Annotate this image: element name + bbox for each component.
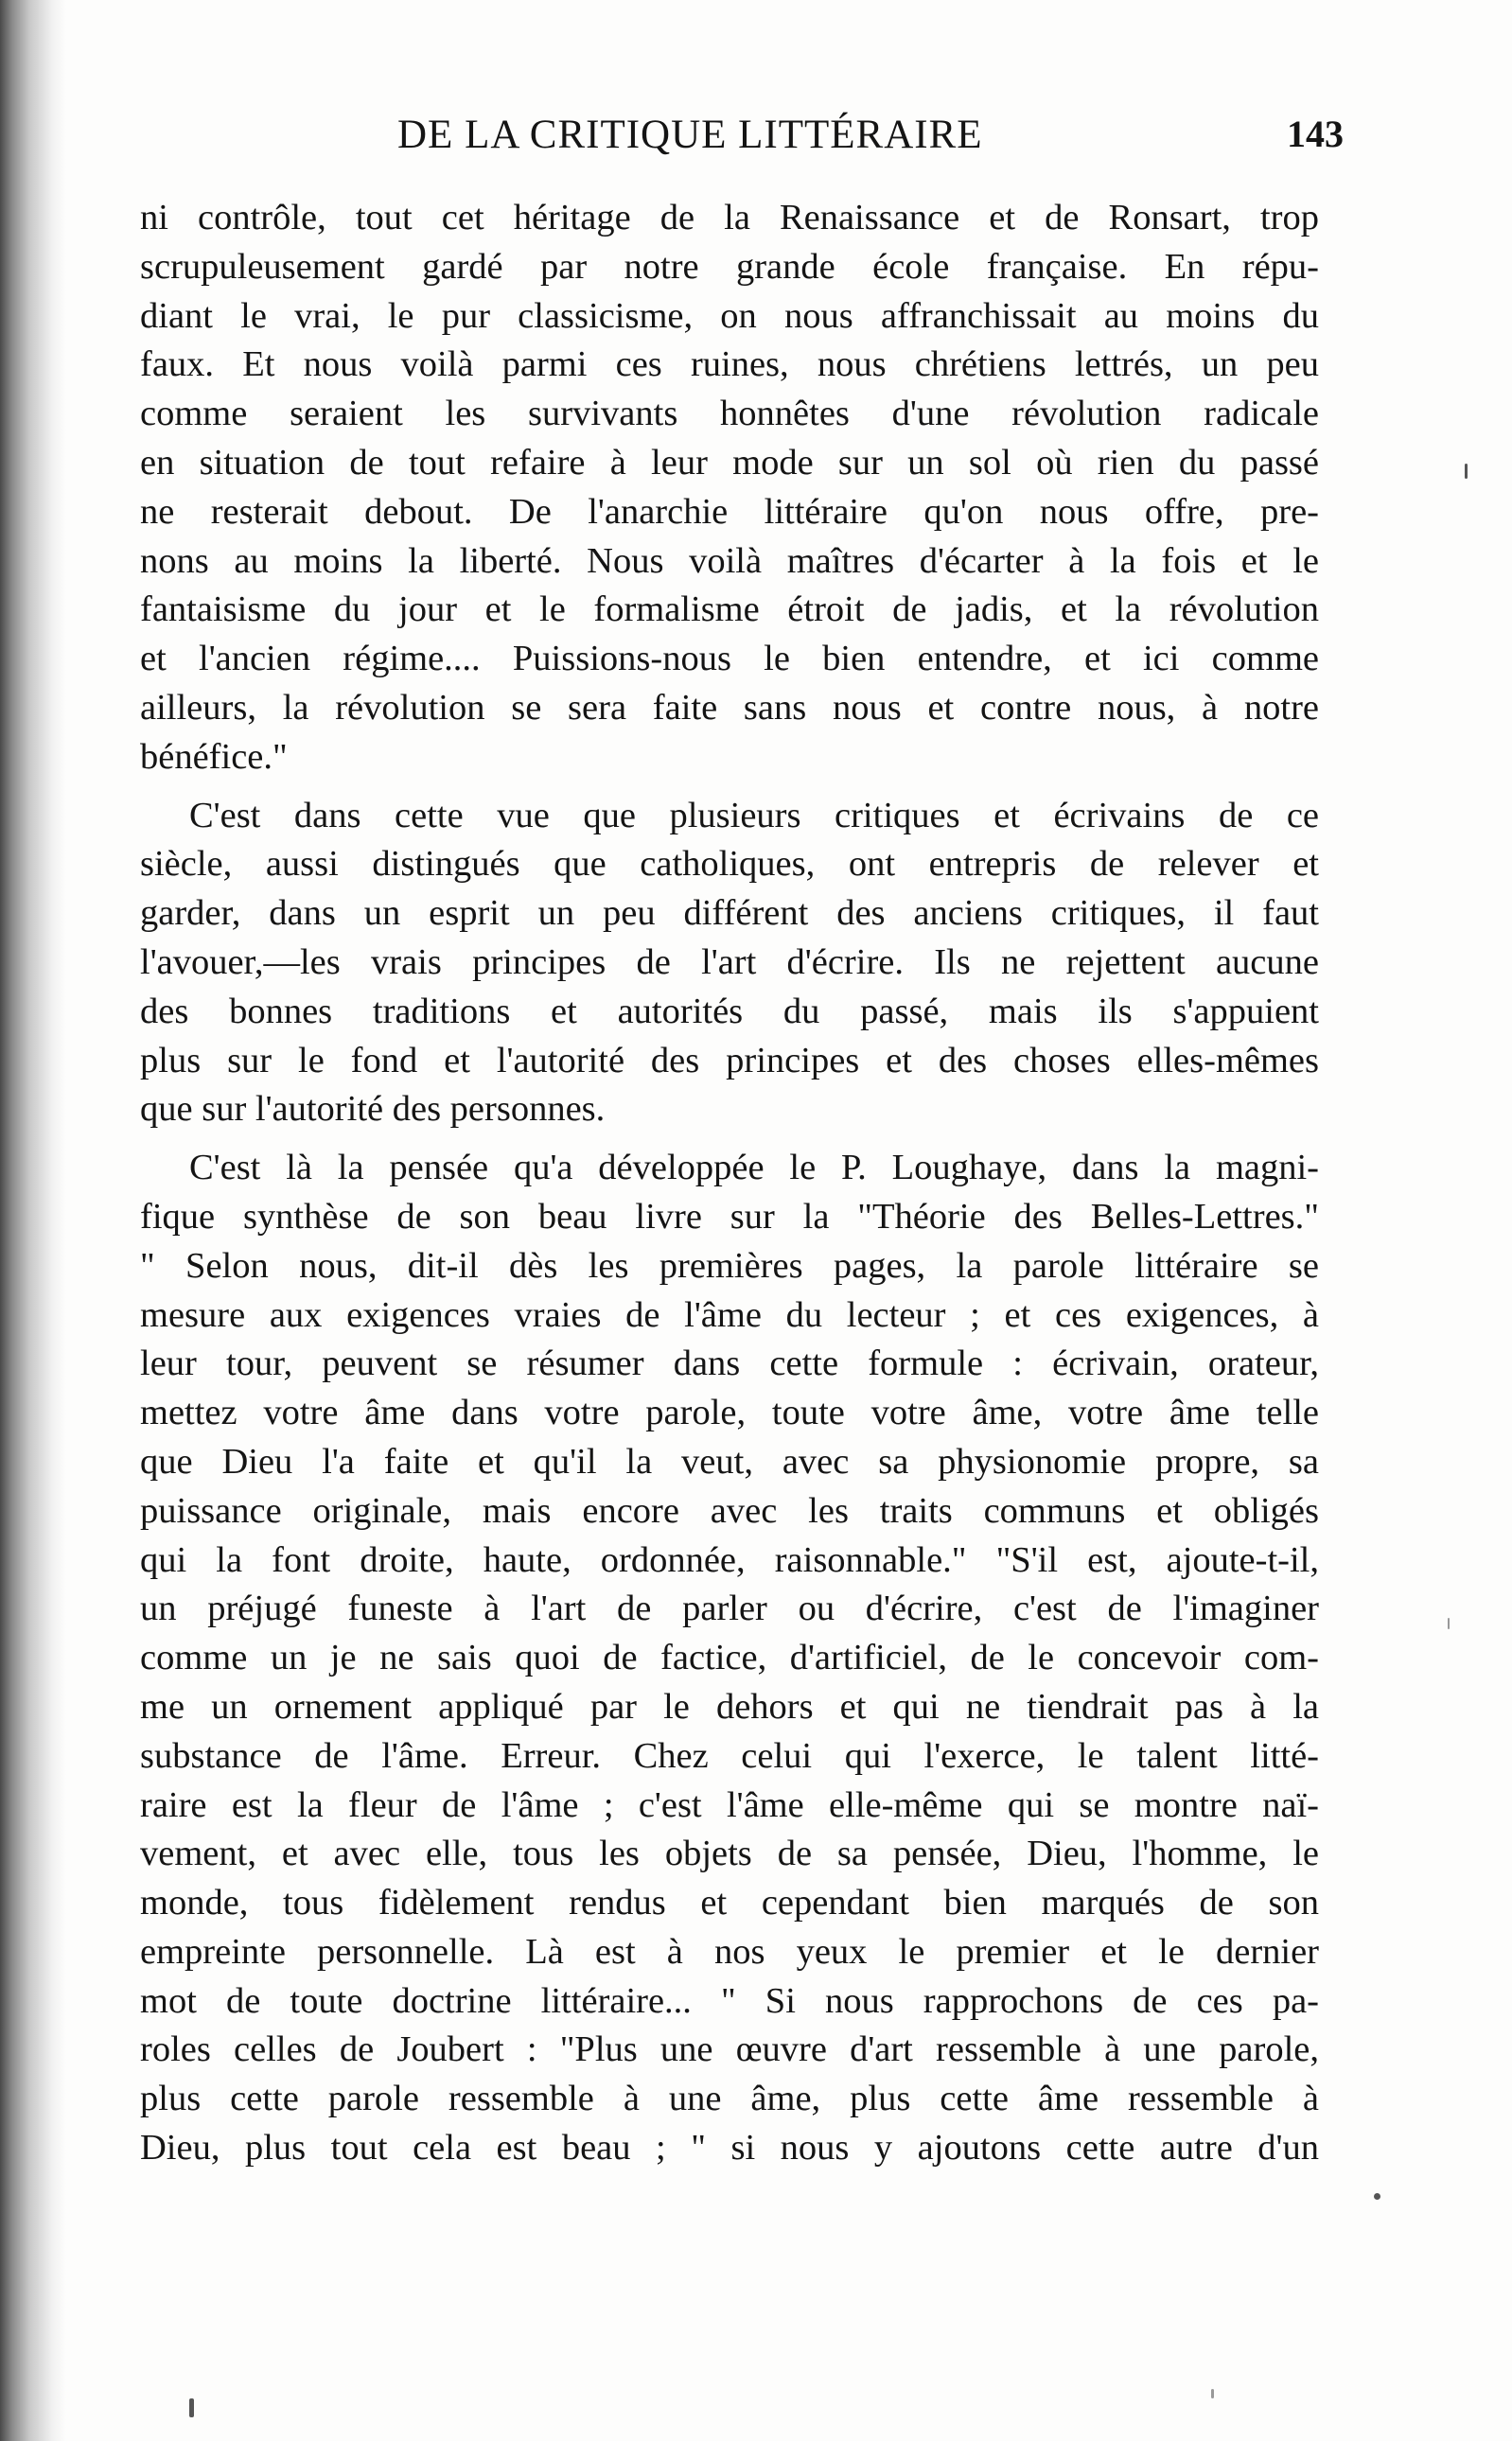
text-line: bénéfice." [140,736,288,777]
text-line: puissance originale, mais encore avec les traits communs et obligés [140,1490,1319,1531]
scan-speck [1211,2389,1214,2398]
scan-speck [1465,464,1468,479]
text-line: empreinte personnelle. Là est à nos yeux le premier et le dernier [140,1931,1319,1972]
text-line: leur tour, peuvent se résumer dans cette formule : écrivain, orateur, [140,1343,1319,1384]
text-line: plus sur le fond et l'autorité des principes et des choses elles-mêmes [140,1040,1319,1080]
text-line: fantaisisme du jour et le formalisme étroit de jadis, et la révolution [140,589,1319,630]
scan-speck [189,2398,194,2417]
paragraph [140,1144,1319,2173]
text-line: me un ornement appliqué par le dehors et qui ne tiendrait pas à la [140,1686,1319,1727]
text-line: scrupuleusement gardé par notre grande école française. En répu- [140,246,1319,287]
scan-speck [1374,2193,1380,2200]
text-line: diant le vrai, le pur classicisme, on nous affranchissait au moins du [140,295,1319,336]
text-line: C'est dans cette vue que plusieurs critiques et écrivains de ce [189,795,1319,835]
text-line: C'est là la pensée qu'a développée le P. Loughaye, dans la magni- [189,1148,1319,1188]
paragraph [140,792,1319,1135]
running-title: DE LA CRITIQUE LITTÉRAIRE [397,113,983,157]
text-line: siècle, aussi distingués que catholiques, ont entrepris de relever et [140,844,1319,885]
text-line: comme un je ne sais quoi de factice, d'artificiel, de le concevoir com- [140,1638,1319,1678]
text-line: nons au moins la liberté. Nous voilà maîtres d'écarter à la fois et le [140,540,1319,581]
text-line: qui la font droite, haute, ordonnée, raisonnable." "S'il est, ajoute-t-il, [140,1539,1319,1580]
text-line: ne resterait debout. De l'anarchie littéraire qu'on nous offre, pre- [140,491,1319,532]
text-line: plus cette parole ressemble à une âme, plus cette âme ressemble à [140,2079,1319,2119]
text-line: et l'ancien régime.... Puissions-nous le bien entendre, et ici comme [140,639,1319,679]
text-line: faux. Et nous voilà parmi ces ruines, nous chrétiens lettrés, un peu [140,344,1319,385]
text-line: ailleurs, la révolution se sera faite sans nous et contre nous, à notre [140,687,1319,728]
text-line: monde, tous fidèlement rendus et cependant bien marqués de son [140,1883,1319,1923]
scan-speck [1448,1618,1450,1629]
text-line: garder, dans un esprit un peu différent des anciens critiques, il faut [140,893,1319,934]
text-line: raire est la fleur de l'âme ; c'est l'âme elle-même qui se montre naï- [140,1784,1319,1825]
text-line: " Selon nous, dit-il dès les premières pages, la parole littéraire se [140,1245,1319,1286]
text-line: l'avouer,—les vrais principes de l'art d'écrire. Ils ne rejettent aucune [140,941,1319,982]
text-line: substance de l'âme. Erreur. Chez celui qui l'exerce, le talent litté- [140,1735,1319,1776]
paragraph [140,194,1319,782]
text-line: mettez votre âme dans votre parole, toute votre âme, votre âme telle [140,1393,1319,1433]
text-line: que sur l'autorité des personnes. [140,1089,606,1130]
text-line: Dieu, plus tout cela est beau ; " si nous y ajoutons cette autre d'un [140,2128,1319,2169]
text-line: mot de toute doctrine littéraire... " Si nous rapprochons de ces pa- [140,1980,1319,2021]
text-line: comme seraient les survivants honnêtes d'une révolution radicale [140,394,1319,434]
running-head [397,112,1344,168]
text-line: des bonnes traditions et autorités du passé, mais ils s'appuient [140,991,1319,1031]
body-text [140,194,1319,2173]
text-line: vement, et avec elle, tous les objets de sa pensée, Dieu, l'homme, le [140,1834,1319,1874]
binding-shadow [0,0,66,2441]
text-line: ni contrôle, tout cet héritage de la Renaissance et de Ronsart, trop [140,198,1319,237]
text-line: mesure aux exigences vraies de l'âme du lecteur ; et ces exigences, à [140,1294,1319,1335]
text-line: roles celles de Joubert : "Plus une œuvre d'art ressemble à une parole, [140,2029,1319,2070]
text-line: en situation de tout refaire à leur mode sur un sol où rien du passé [140,442,1319,483]
page-number: 143 [1287,113,1344,155]
text-line: que Dieu l'a faite et qu'il la veut, avec sa physionomie propre, sa [140,1441,1319,1482]
text-line: un préjugé funeste à l'art de parler ou d'écrire, c'est de l'imaginer [140,1589,1319,1629]
text-line: fique synthèse de son beau livre sur la "Théorie des Belles-Lettres." [140,1196,1319,1237]
